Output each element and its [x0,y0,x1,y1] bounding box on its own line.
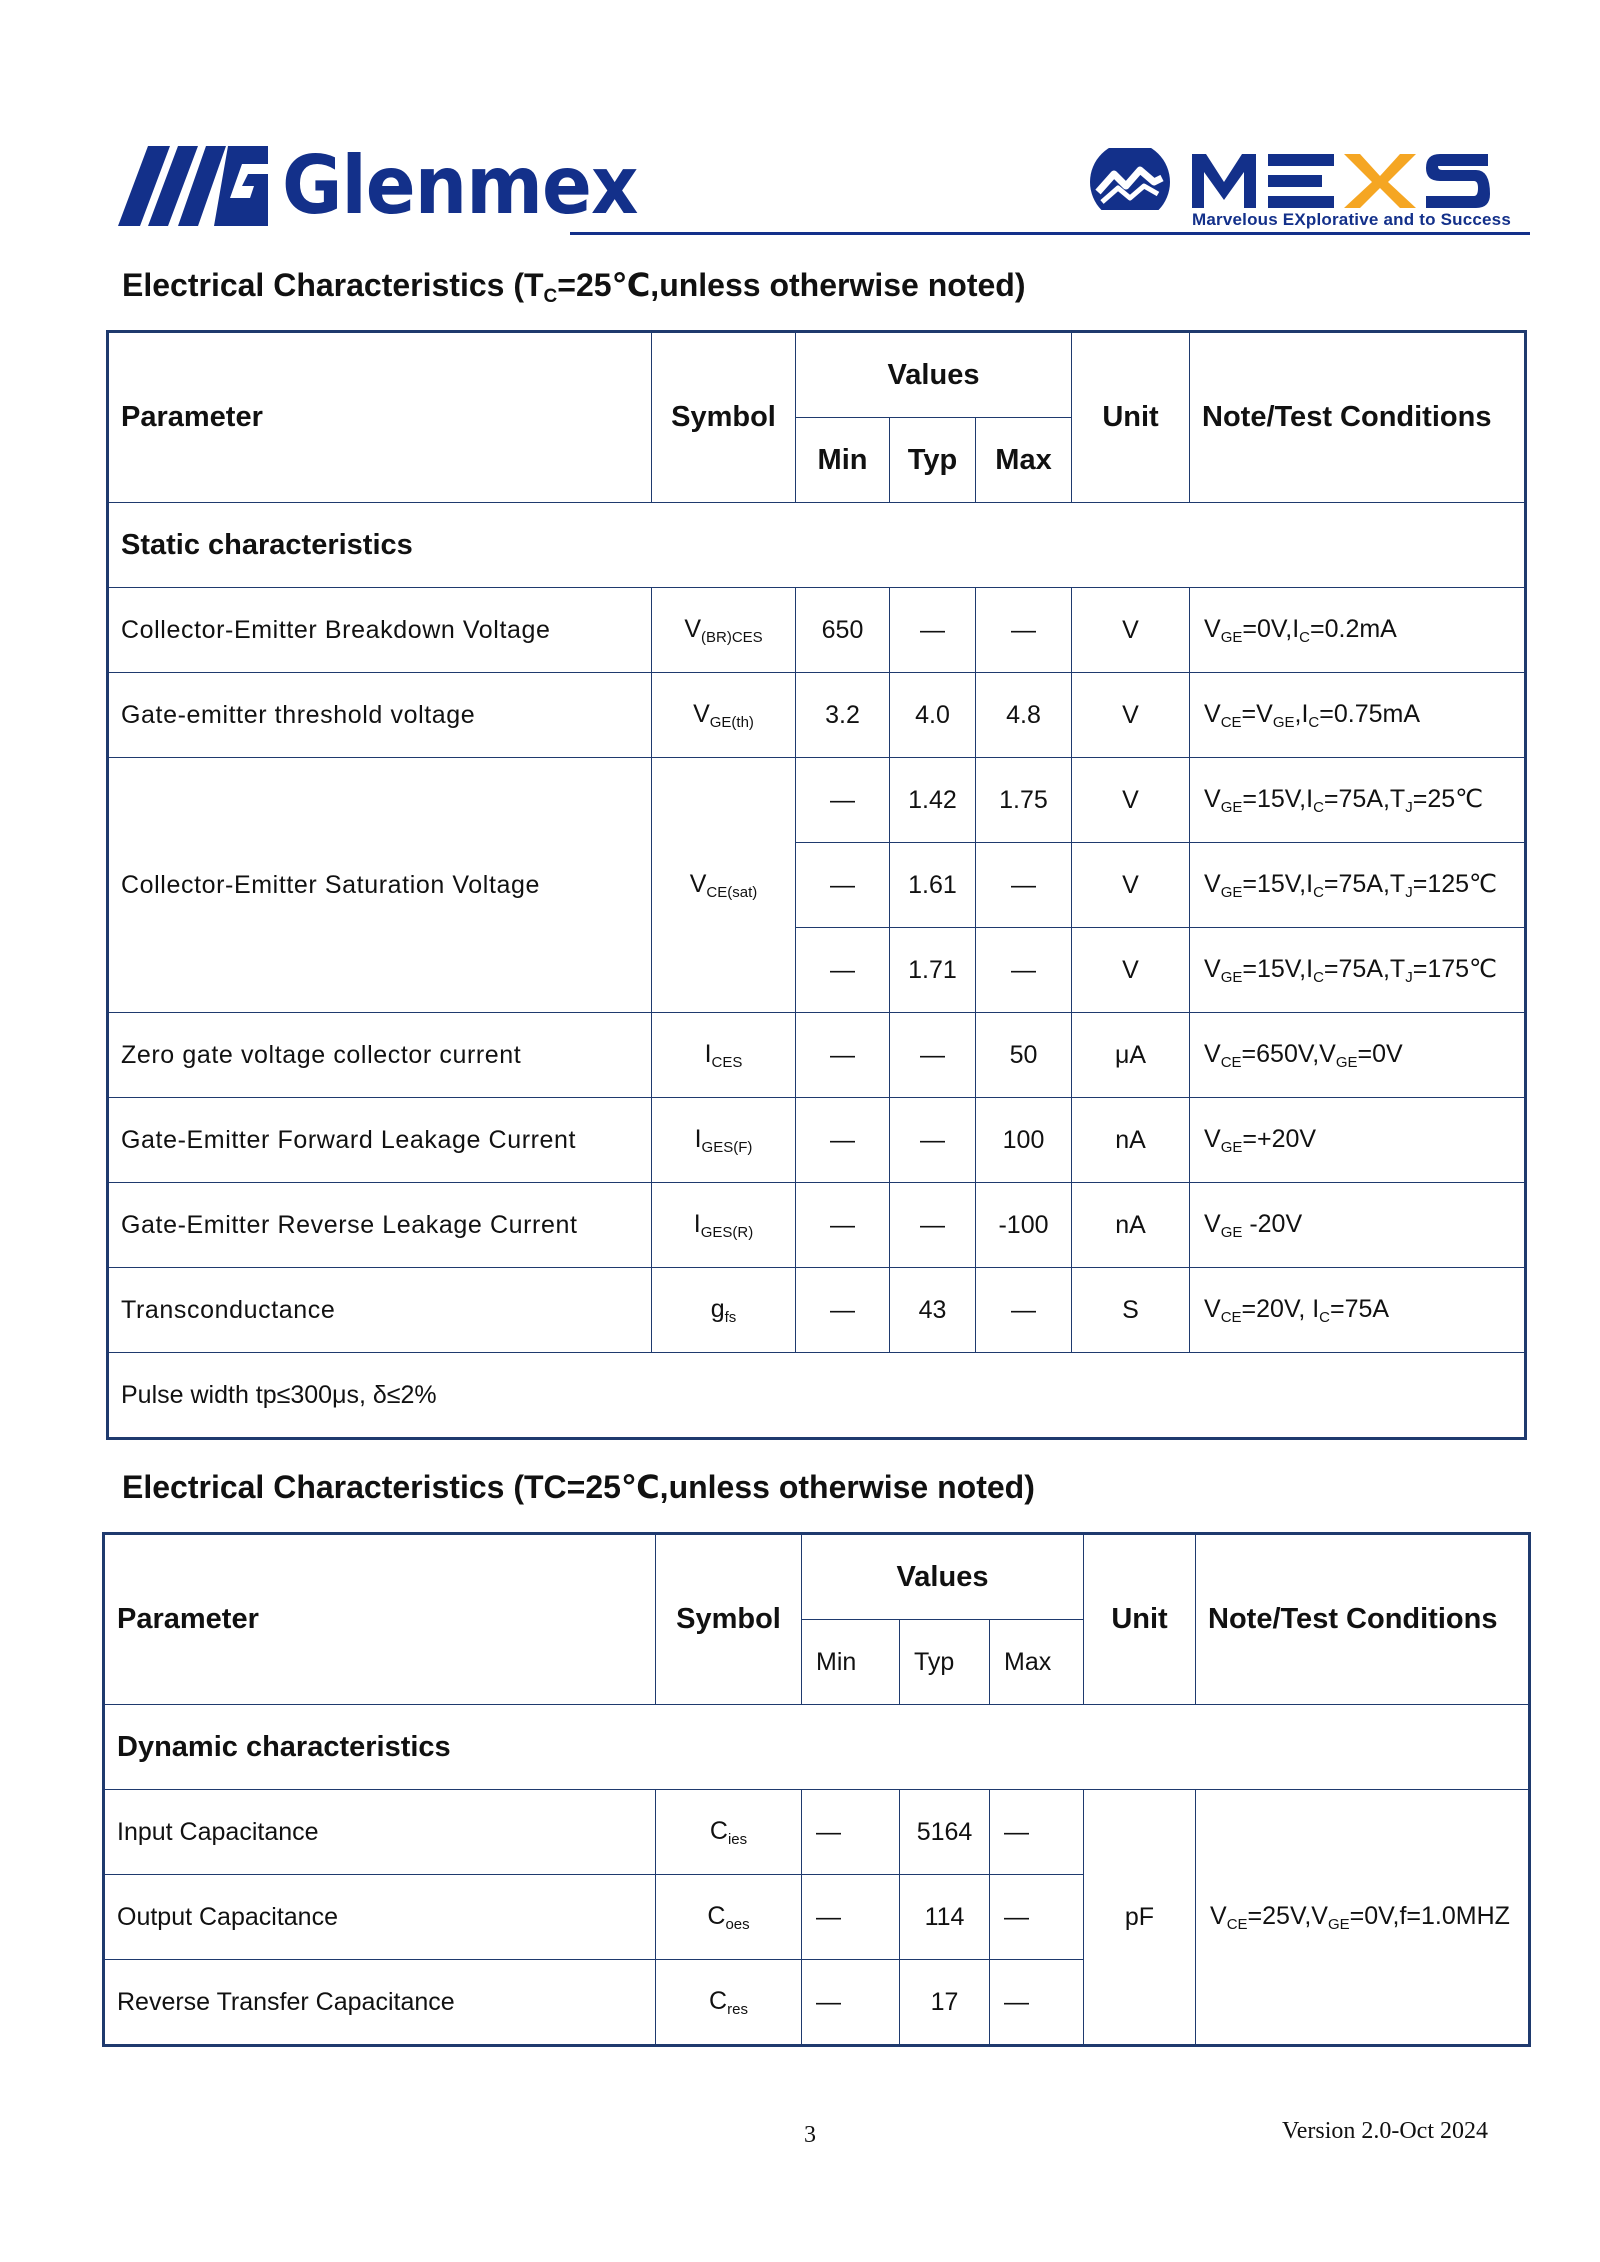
header-max: Max [976,418,1072,503]
typ-cell: 43 [890,1268,976,1353]
param-cell: Zero gate voltage collector current [108,1013,652,1098]
max-cell: — [976,588,1072,673]
static-characteristics-table [106,330,1527,1440]
table-row [108,758,1526,843]
header-notes: Note/Test Conditions [1196,1534,1530,1705]
symbol-cell: $I_{GES(R)}$ [652,1183,796,1268]
max-cell: 4.8 [976,673,1072,758]
max-cell: -100 [976,1183,1072,1268]
symbol-cell: $C_{res}$ [656,1960,802,2046]
section-title-dynamic: Electrical Characteristics (TC=25℃,unless otherwise noted) [122,1469,1035,1505]
unit-cell: V [1072,588,1190,673]
min-cell: — [802,1790,900,1875]
note-cell: $V_{CE}=V_{GE},I_C=0.75mA$ [1190,673,1526,758]
header-max: Max [990,1620,1084,1705]
max-cell: 100 [976,1098,1072,1183]
symbol-cell: $I_{CES}$ [652,1013,796,1098]
dynamic-characteristics-table [102,1532,1531,2047]
max-cell: — [990,1960,1084,2046]
table-row [108,1013,1526,1098]
unit-cell: V [1072,843,1190,928]
glenmex-logo [118,139,669,232]
min-cell: — [796,1183,890,1268]
typ-cell: 4.0 [890,673,976,758]
header-notes: Note/Test Conditions [1190,332,1526,503]
typ-cell: — [890,1183,976,1268]
param-cell: Gate-Emitter Reverse Leakage Current [108,1183,652,1268]
symbol-cell: $g_{fs}$ [652,1268,796,1353]
param-cell: Reverse Transfer Capacitance [104,1960,656,2046]
header-unit: Unit [1084,1534,1196,1705]
unit-cell: V [1072,673,1190,758]
unit-cell: nA [1072,1098,1190,1183]
unit-cell: pF [1084,1790,1196,2046]
header-symbol: Symbol [652,332,796,503]
version-label: Version 2.0-Oct 2024 [1282,2118,1488,2144]
symbol-cell: $I_{GES(F)}$ [652,1098,796,1183]
header-min: Min [796,418,890,503]
typ-cell: 1.61 [890,843,976,928]
param-cell: Gate-Emitter Forward Leakage Current [108,1098,652,1183]
param-cell: Transconductance [108,1268,652,1353]
unit-cell: V [1072,928,1190,1013]
header-values: Values [796,332,1072,418]
param-cell: Output Capacitance [104,1875,656,1960]
param-cell: Collector-Emitter Breakdown Voltage [108,588,652,673]
mexs-tagline: Marvelous EXplorative and to Success [1192,210,1511,229]
note-cell: $V_{GE}=0V,I_C=0.2mA$ [1190,588,1526,673]
note-cell: $V_{GE}=+20V$ [1190,1098,1526,1183]
param-cell: Input Capacitance [104,1790,656,1875]
table-footnote: Pulse width tp≤300μs, δ≤2% [108,1353,1526,1439]
symbol-cell: $C_{oes}$ [656,1875,802,1960]
table-row [104,1790,1530,1875]
param-cell: Gate-emitter threshold voltage [108,673,652,758]
header-min: Min [802,1620,900,1705]
page-number: 3 [804,2122,816,2148]
unit-cell: S [1072,1268,1190,1353]
max-cell: 1.75 [976,758,1072,843]
table-row [108,1098,1526,1183]
unit-cell: V [1072,758,1190,843]
header-unit: Unit [1072,332,1190,503]
symbol-cell: $V_{GE(th)}$ [652,673,796,758]
mexs-mark-icon [1088,148,1550,210]
unit-cell: nA [1072,1183,1190,1268]
symbol-cell: $C_{ies}$ [656,1790,802,1875]
header-parameter: Parameter [108,332,652,503]
min-cell: 650 [796,588,890,673]
table-row [108,673,1526,758]
max-cell: — [976,1268,1072,1353]
min-cell: — [796,758,890,843]
header-typ: Typ [890,418,976,503]
glenmex-wordmark: Glenmex [282,139,638,232]
min-cell: — [796,1098,890,1183]
header-typ: Typ [900,1620,990,1705]
max-cell: — [990,1875,1084,1960]
symbol-cell: $V_{(BR)CES}$ [652,588,796,673]
param-cell: Collector-Emitter Saturation Voltage [108,758,652,1013]
header-rule [570,232,1530,235]
typ-cell: — [890,1013,976,1098]
min-cell: — [796,1013,890,1098]
typ-cell: — [890,588,976,673]
note-cell: $V_{GE}$ -20V [1190,1183,1526,1268]
min-cell: 3.2 [796,673,890,758]
max-cell: — [976,843,1072,928]
unit-cell: μA [1072,1013,1190,1098]
header-symbol: Symbol [656,1534,802,1705]
note-cell: $V_{CE}=650V,V_{GE}=0V$ [1190,1013,1526,1098]
typ-cell: 114 [900,1875,990,1960]
note-cell: $V_{CE}=20V$, $I_C=75A$ [1190,1268,1526,1353]
max-cell: — [990,1790,1084,1875]
section-title-static: Electrical Characteristics ($T_C=25℃,unless$ otherwise noted) [122,267,1026,307]
min-cell: — [796,1268,890,1353]
min-cell: — [802,1875,900,1960]
typ-cell: — [890,1098,976,1183]
min-cell: — [796,928,890,1013]
note-cell: $V_{GE}=15V,I_C=75A,T_J=25℃$ [1190,758,1526,843]
section-heading-static: Static characteristics [108,503,1526,588]
max-cell: 50 [976,1013,1072,1098]
table-row [108,588,1526,673]
note-cell: $V_{GE}=15V,I_C=75A,T_J=125℃$ [1190,843,1526,928]
min-cell: — [796,843,890,928]
page-header [118,138,1538,238]
header-parameter: Parameter [104,1534,656,1705]
glenmex-mark-icon [118,146,268,226]
note-cell: $V_{GE}=15V,I_C=75A,T_J=175℃$ [1190,928,1526,1013]
section-heading-dynamic: Dynamic characteristics [104,1705,1530,1790]
header-values: Values [802,1534,1084,1620]
note-cell: $V_{CE}=25V,V_{GE}=0V,f=1.0MHZ$ [1196,1790,1530,2046]
typ-cell: 1.71 [890,928,976,1013]
typ-cell: 1.42 [890,758,976,843]
max-cell: — [976,928,1072,1013]
table-row [108,1268,1526,1353]
typ-cell: 5164 [900,1790,990,1875]
mexs-logo [1088,148,1550,228]
min-cell: — [802,1960,900,2046]
typ-cell: 17 [900,1960,990,2046]
symbol-cell: $V_{CE(sat)}$ [652,758,796,1013]
table-row [108,1183,1526,1268]
